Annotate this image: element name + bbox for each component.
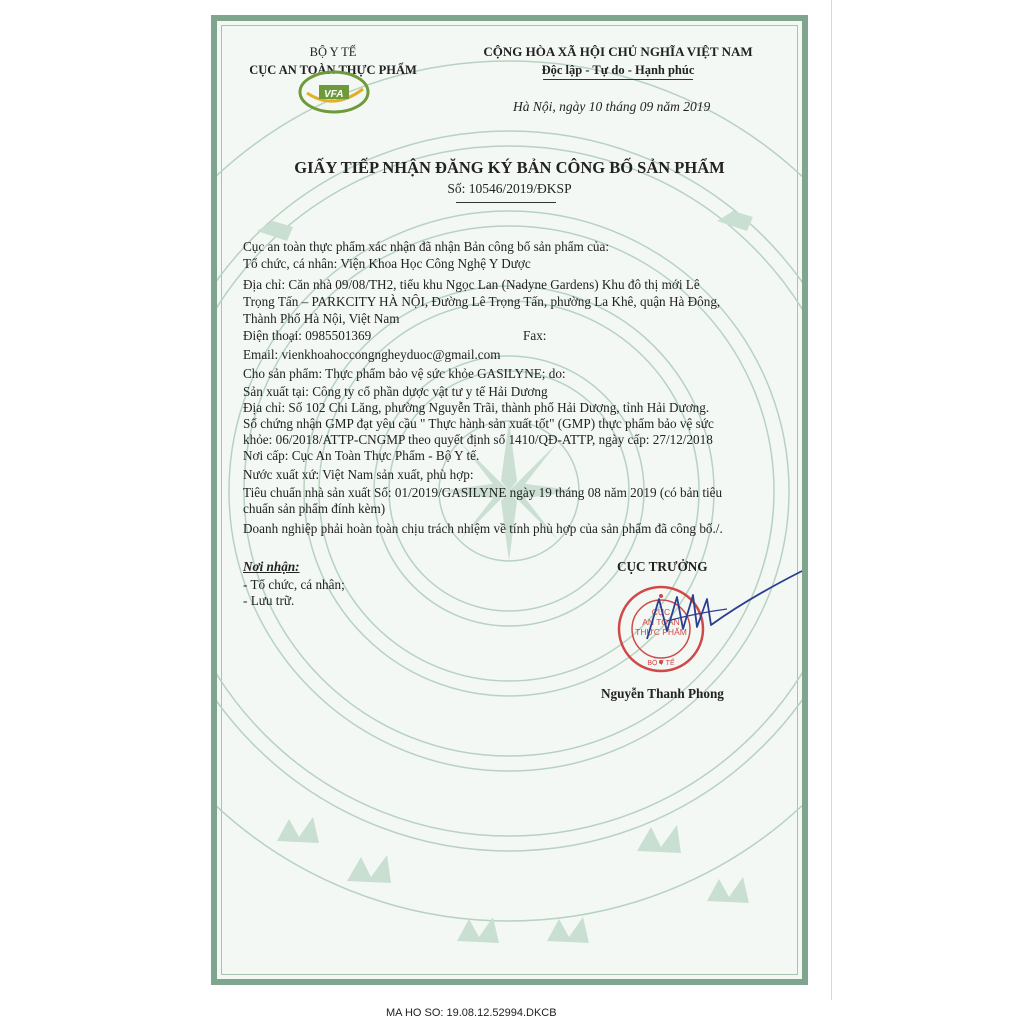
recipient-item: - Tổ chức, cá nhân; bbox=[243, 577, 345, 592]
body-line: Cục an toàn thực phẩm xác nhận đã nhận Bản công bố sản phẩm của: bbox=[243, 239, 610, 254]
email-line: Email: vienkhoahoccongngheyduoc@gmail.com bbox=[243, 347, 501, 362]
page-edge-line bbox=[831, 0, 832, 1000]
republic-name: CỘNG HÒA XÃ HỘI CHỦ NGHĨA VIỆT NAM bbox=[483, 44, 753, 59]
seal-line: AN TOÀN bbox=[642, 617, 680, 627]
body-line: Thành Phố Hà Nội, Việt Nam bbox=[243, 311, 400, 326]
signer-name: Nguyễn Thanh Phong bbox=[601, 686, 724, 701]
seal-line: CỤC bbox=[651, 607, 671, 617]
body-line: khỏe: 06/2018/ATTP-CNGMP theo quyết định số 1410/QĐ-ATTP, ngày cấp: 27/12/2018 bbox=[243, 432, 713, 447]
body-line: Tiêu chuẩn nhà sản xuất Số: 01/2019/GASILYNE ngày 19 tháng 08 năm 2019 (có bản tiêu bbox=[243, 485, 723, 500]
national-motto: Độc lập - Tự do - Hạnh phúc bbox=[541, 63, 695, 77]
certificate-title: GIẤY TIẾP NHẬN ĐĂNG KÝ BẢN CÔNG BỐ SẢN PHẨM bbox=[294, 158, 725, 177]
body-line: Cho sản phẩm: Thực phẩm bảo vệ sức khỏe GASILYNE; do: bbox=[243, 366, 566, 381]
seal-line: THỰC PHẨM bbox=[635, 627, 687, 637]
ministry-name: BỘ Y TẾ bbox=[309, 45, 357, 59]
fax-label: Fax: bbox=[523, 328, 547, 343]
issue-date: Hà Nội, ngày 10 tháng 09 năm 2019 bbox=[513, 99, 711, 114]
body-line: Doanh nghiệp phải hoàn toàn chịu trách nhiệm về tính phù hợp của sản phẩm đã công bố./. bbox=[243, 521, 723, 536]
body-line: Nước xuất xứ: Việt Nam sản xuất, phù hợp: bbox=[243, 467, 474, 482]
body-line: Sản xuất tại: Công ty cổ phần dược vật tư y tế Hải Dương bbox=[243, 384, 548, 399]
dossier-code: MA HO SO: 19.08.12.52994.DKCB bbox=[386, 1007, 557, 1019]
signer-title: CỤC TRƯỞNG bbox=[617, 559, 708, 574]
certificate-number: Số: 10546/2019/ĐKSP bbox=[447, 181, 572, 196]
body-line: Địa chỉ: Căn nhà 09/08/TH2, tiểu khu Ngọc Lan (Nadyne Gardens) Khu đô thị mới Lê bbox=[243, 277, 700, 292]
recipient-item: - Lưu trữ. bbox=[243, 593, 295, 608]
body-line: Địa chỉ: Số 102 Chi Lăng, phường Nguyễn Trãi, thành phố Hải Dương, tỉnh Hải Dương. bbox=[243, 400, 710, 415]
body-line: Nơi cấp: Cục An Toàn Thực Phẩm - Bộ Y tế. bbox=[243, 448, 480, 463]
department-name: CỤC AN TOÀN THỰC PHẨM bbox=[249, 63, 417, 77]
signature-icon bbox=[637, 569, 807, 659]
number-underline bbox=[456, 202, 556, 203]
body-line: Tổ chức, cá nhân: Viện Khoa Học Công Nghệ Y Dược bbox=[243, 256, 531, 271]
body-line: Trọng Tấn – PARKCITY HÀ NỘI, Đường Lê Trọng Tấn, phường La Khê, quận Hà Đông, bbox=[243, 294, 721, 309]
body-line: chuẩn sản phẩm đính kèm) bbox=[243, 501, 386, 516]
logo-text: VFA bbox=[324, 89, 344, 100]
seal-ring-text: BỘ Y TẾ bbox=[647, 660, 675, 667]
motto-underline bbox=[543, 79, 693, 80]
certificate-document bbox=[211, 15, 808, 985]
recipients-title: Nơi nhận: bbox=[243, 559, 300, 574]
phone-line: Điện thoại: 0985501369 bbox=[243, 328, 372, 343]
body-line: Số chứng nhận GMP đạt yêu cầu " Thực hành sản xuất tốt" (GMP) thực phẩm bảo vệ sức bbox=[243, 416, 714, 431]
